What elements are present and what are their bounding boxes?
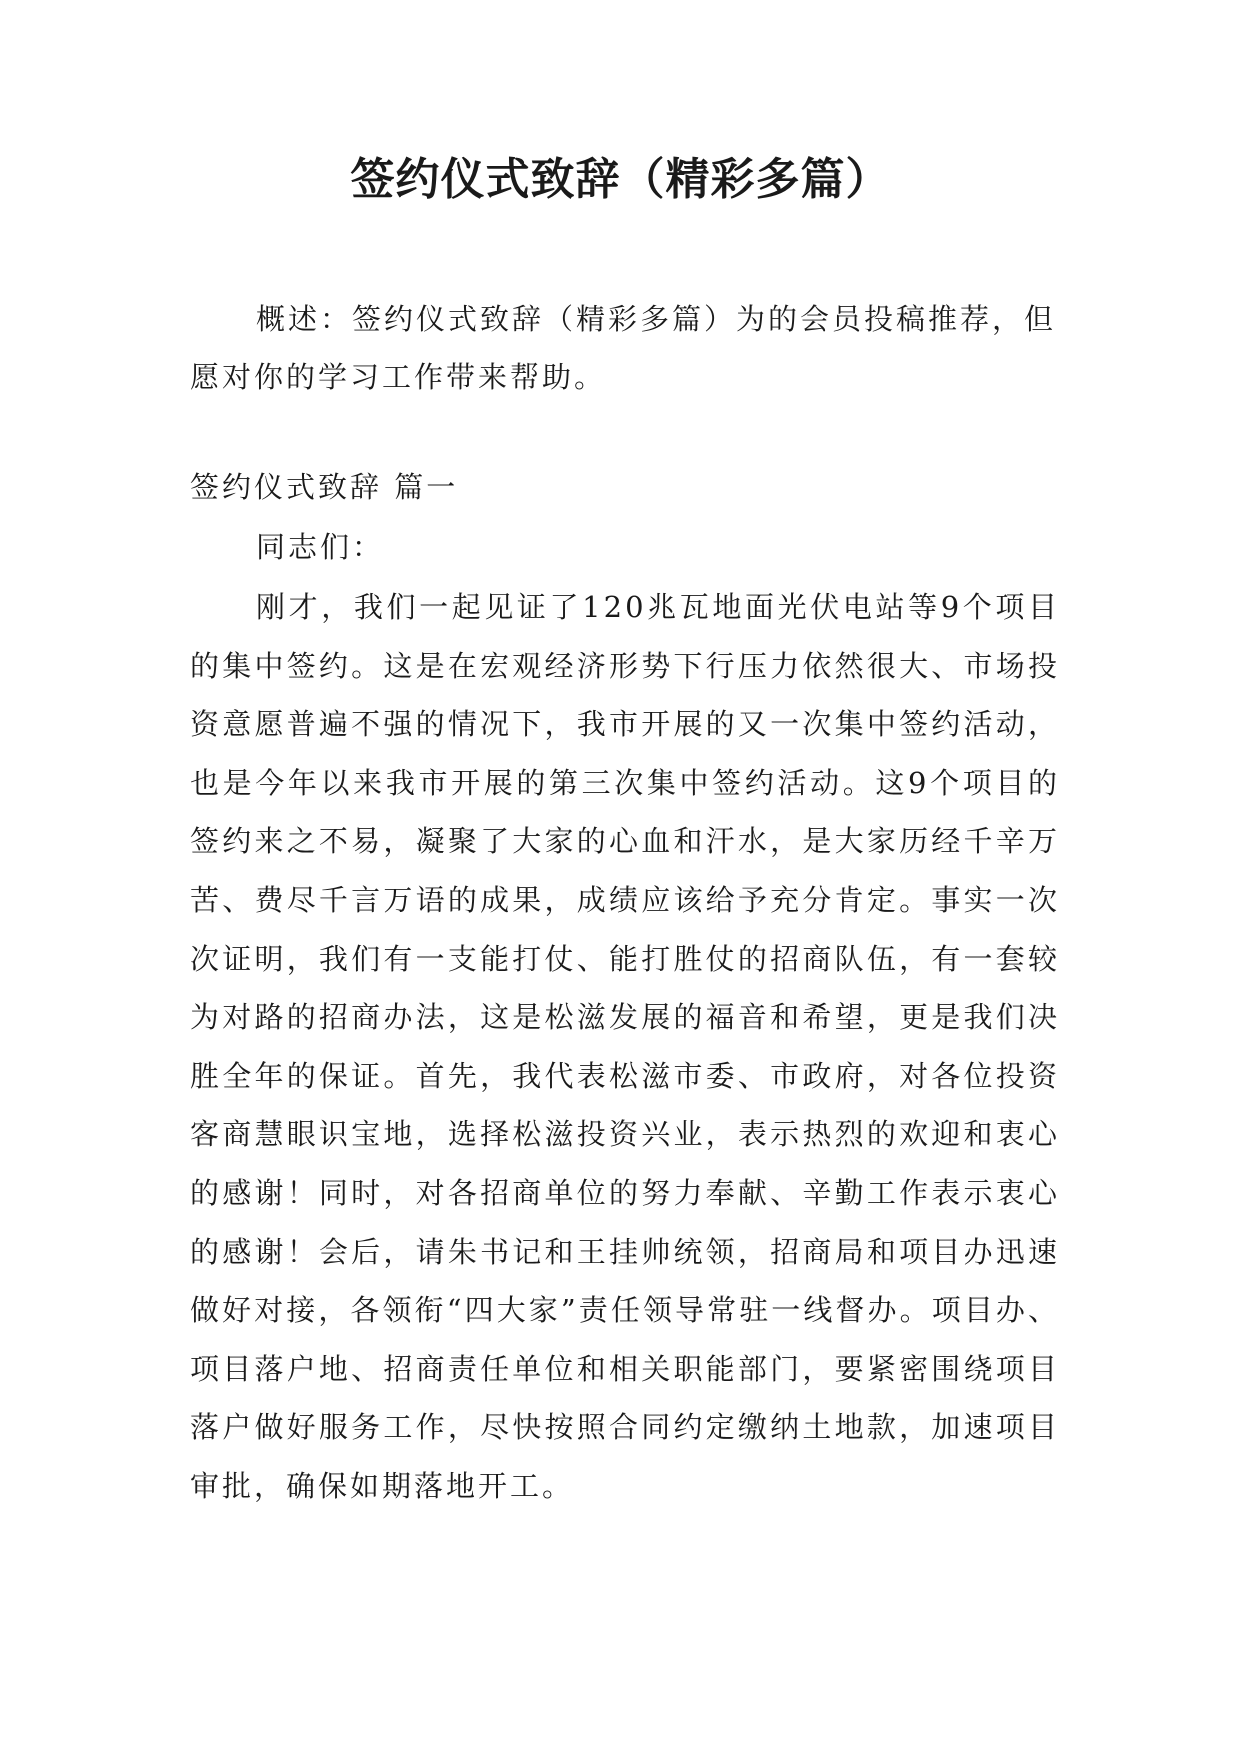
document-summary: 概述：签约仪式致辞（精彩多篇）为的会员投稿推荐，但愿对你的学习工作带来帮助。 xyxy=(190,302,1057,394)
salutation: 同志们： xyxy=(256,530,385,564)
section-heading: 签约仪式致辞 篇一 xyxy=(190,470,459,504)
document-title: 签约仪式致辞（精彩多篇） xyxy=(350,154,891,205)
body-paragraph: 刚才，我们一起见证了120兆瓦地面光伏电站等9个项目的集中签约。这是在宏观经济形势下行压力依然很大、市场投资意愿普遍不强的情况下，我市开展的又一次集中签约活动，也是今年以来我市开展的第三次集中签约活动。这9个项目的签约来之不易，凝聚了大家的心血和汗水，是大家历经千辛万苦、费尽千言万语的成果，成绩应该给予充分肯定。事实一次次证明，我们有一支能打仗、能打胜仗的招商队伍，有一套较为对路的招商办法，这是松滋发展的福音和希望，更是我们决胜全年的保证。首先，我代表松滋市委、市政府，对各位投资客商慧眼识宝地，选择松滋投资兴业，表示热烈的欢迎和衷心的感谢！同时，对各招商单位的努力奉献、辛勤工作表示衷心的感谢！会后，请朱书记和王挂帅统领，招商局和项目办迅速做好对接，各领衔“四大家”责任领导常驻一线督办。项目办、项目落户地、招商责任单位和相关职能部门，要紧密围绕项目落户做好服务工作，尽快按照合同约定缴纳土地款，加速项目审批，确保如期落地开工。 xyxy=(190,590,1060,1503)
